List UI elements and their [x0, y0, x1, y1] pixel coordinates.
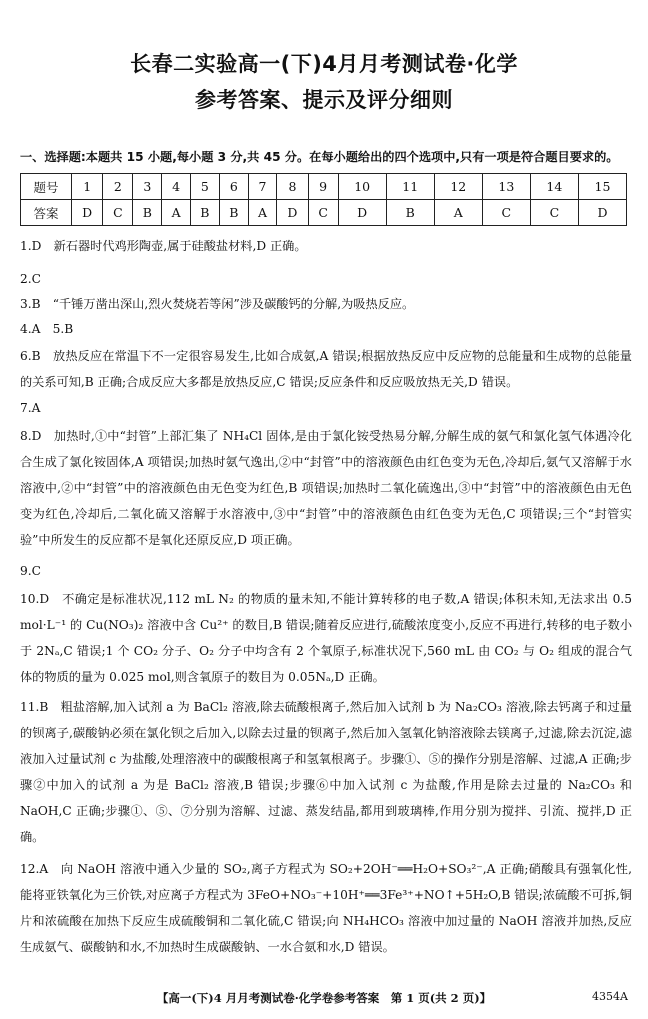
- answer-cell: C: [103, 200, 133, 226]
- footer-code: 4354A: [592, 990, 628, 1003]
- answer-cell: C: [530, 200, 578, 226]
- answer-cell: D: [338, 200, 386, 226]
- question-number-row: [21, 174, 627, 200]
- section-heading: 一、选择题:本题共 15 小题,每小题 3 分,共 45 分。在每小题给出的四个选项中,只有一项是符合题目要求的。: [20, 150, 619, 164]
- answer-cell: D: [277, 200, 308, 226]
- answer-cell: A: [434, 200, 482, 226]
- question-number-cell: 6: [219, 174, 248, 200]
- footer-page-info: 【高一(下)4 月月考测试卷·化学卷参考答案 第 1 页(共 2 页)】: [156, 991, 492, 1005]
- answer-cell: A: [162, 200, 191, 226]
- document-title: 长春二实验高一(下)4月月考测试卷·化学: [130, 52, 518, 76]
- answer-cell: C: [482, 200, 530, 226]
- question-number-cell: 8: [277, 174, 308, 200]
- explanation-q1: 1.D 新石器时代鸡形陶壶,属于硅酸盐材料,D 正确。: [20, 239, 307, 253]
- question-number-cell: 12: [434, 174, 482, 200]
- explanation-q8: 8.D 加热时,①中“封管”上部汇集了 NH₄Cl 固体,是由于氯化铵受热易分解,分解生成的氨气和氯化氢气体遇冷化合生成了氯化铵固体,A 项错误;加热时氨气逸出,②中“封管”中的溶液颜色由红色变为无色,冷却后,氨气又溶解于水溶液中,②中“封管”中的溶液颜色由无色变为红色,B 项错误;加热时二氧化硫逸出,③中“封管”中的溶液颜色由无色变为红色,冷却后,二氧化硫又溶解于水溶液中,③中“封管”中的溶液颜色由红色变为无色,C 项错误;三个“封管实验”中所发生的反应都不是氧化还原反应,D 项正确。: [20, 429, 632, 547]
- answer-row: [21, 200, 627, 226]
- answer-cell: D: [578, 200, 626, 226]
- answer-cell: B: [133, 200, 162, 226]
- explanation-q3: 3.B “千锤万凿出深山,烈火焚烧若等闲”涉及碳酸钙的分解,为吸热反应。: [20, 297, 415, 311]
- document-subtitle: 参考答案、提示及评分细则: [195, 88, 453, 112]
- question-number-cell: 15: [578, 174, 626, 200]
- explanation-q10: 10.D 不确定是标准状况,112 mL N₂ 的物质的量未知,不能计算转移的电子数,A 错误;体积未知,无法求出 0.5 mol·L⁻¹ 的 Cu(NO₃)₂ 溶液中含 Cu²⁺ 的数目,B 错误;随着反应进行,硫酸浓度变小,反应不再进行,转移的电子数小于 2Nₐ,C 错误;1 个 CO₂ 分子、O₂ 分子中均含有 2 个氧原子,标准状况下,560 mL 由 CO₂ 与 O₂ 组成的混合气体的物质的量为 0.025 mol,则含氧原子的数目为 0.05Nₐ,D 正确。: [20, 592, 633, 684]
- answer-table: [20, 173, 627, 226]
- question-number-cell: 7: [248, 174, 277, 200]
- answer-cell: B: [386, 200, 434, 226]
- explanation-q6: 6.B 放热反应在常温下不一定很容易发生,比如合成氨,A 错误;根据放热反应中反应物的总能量和生成物的总能量的关系可知,B 正确;合成反应大多都是放热反应,C 错误;反应条件和反应吸放热无关,D 错误。: [20, 349, 632, 389]
- explanation-q4-5: 4.A 5.B: [20, 322, 74, 336]
- question-number-cell: 4: [162, 174, 191, 200]
- question-number-cell: 9: [308, 174, 338, 200]
- explanation-q2: 2.C: [20, 272, 41, 286]
- question-number-cell: 10: [338, 174, 386, 200]
- row-label-number: 题号: [21, 174, 72, 200]
- question-number-cell: 1: [72, 174, 103, 200]
- row-label-answer: 答案: [21, 200, 72, 226]
- answer-cell: B: [190, 200, 219, 226]
- question-number-cell: 14: [530, 174, 578, 200]
- question-number-cell: 11: [386, 174, 434, 200]
- explanation-q9: 9.C: [20, 564, 41, 578]
- question-number-cell: 5: [190, 174, 219, 200]
- question-number-cell: 2: [103, 174, 133, 200]
- explanation-q12: 12.A 向 NaOH 溶液中通入少量的 SO₂,离子方程式为 SO₂+2OH⁻══H₂O+SO₃²⁻,A 正确;硝酸具有强氧化性,能将亚铁氧化为三价铁,对应离子方程式为 3FeO+NO₃⁻+10H⁺══3Fe³⁺+NO↑+5H₂O,B 错误;浓硫酸不可拆,铜片和浓硫酸在加热下反应生成硫酸铜和二氧化硫,C 错误;向 NH₄HCO₃ 溶液中加过量的 NaOH 溶液并加热,反应生成氨气、碳酸钠和水,不加热时生成碳酸钠、一水合氨和水,D 错误。: [20, 862, 632, 954]
- answer-cell: D: [72, 200, 103, 226]
- question-number-cell: 3: [133, 174, 162, 200]
- answer-cell: B: [219, 200, 248, 226]
- answer-cell: C: [308, 200, 338, 226]
- explanation-q7: 7.A: [20, 401, 41, 415]
- answer-cell: A: [248, 200, 277, 226]
- question-number-cell: 13: [482, 174, 530, 200]
- explanation-q11: 11.B 粗盐溶解,加入试剂 a 为 BaCl₂ 溶液,除去硫酸根离子,然后加入试剂 b 为 Na₂CO₃ 溶液,除去钙离子和过量的钡离子,碳酸钠必须在氯化钡之后加入,以除去过量的钡离子,然后加入氢氧化钠溶液除去镁离子,过滤,除去沉淀,滤液加入过量试剂 c 为盐酸,处理溶液中的碳酸根离子和氢氧根离子。步骤①、⑤的操作分别是溶解、过滤,A 正确;步骤②中加入的试剂 a 为是 BaCl₂ 溶液,B 错误;步骤⑥中加入试剂 c 为盐酸,作用是除去过量的 Na₂CO₃ 和 NaOH,C 正确;步骤①、⑤、⑦分别为溶解、过滤、蒸发结晶,都用到玻璃棒,作用分别为搅拌、引流、搅拌,D 正确。: [20, 700, 632, 844]
